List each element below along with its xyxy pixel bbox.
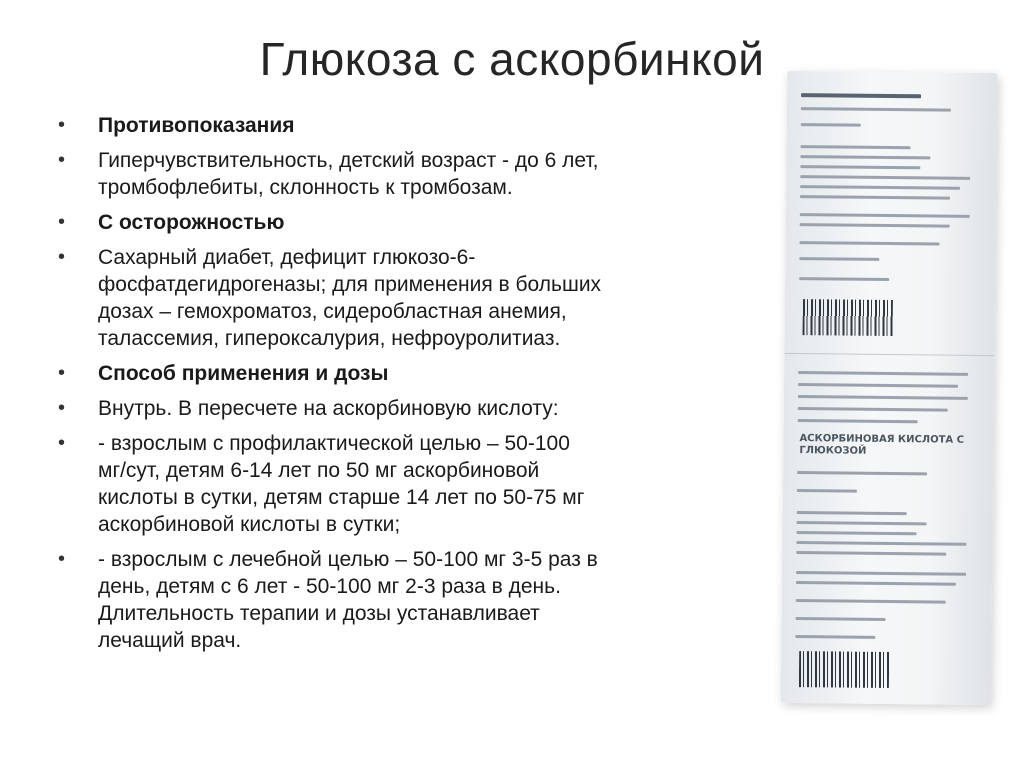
- bullet-dosage-intro: [58, 395, 738, 422]
- bullet-dot-icon: •: [58, 149, 66, 171]
- package-divider: [784, 353, 994, 356]
- bullet-text: С осторожностью: [98, 211, 285, 234]
- package-print-line: [800, 223, 950, 228]
- bullet-text: Способ применения и дозы: [98, 362, 389, 385]
- bullet-dot-icon: •: [58, 362, 66, 384]
- bullet-dot-icon: •: [58, 211, 66, 233]
- bullet-dosage-therapeutic: [58, 546, 738, 654]
- package-print-line: [796, 531, 916, 535]
- barcode-icon: [799, 651, 889, 688]
- package-print-line: [796, 581, 956, 586]
- package-print-line: [798, 395, 968, 400]
- barcode-icon: [803, 299, 893, 336]
- package-print-line: [800, 195, 950, 200]
- package-print-line: [799, 257, 879, 261]
- package-print-line: [800, 185, 960, 190]
- product-package-image: [781, 71, 998, 705]
- bullet-dot-icon: •: [58, 397, 66, 419]
- bullet-dot-icon: •: [58, 432, 66, 454]
- bullet-dosage-heading: [58, 360, 738, 387]
- package-print-line: [797, 471, 927, 475]
- package-print-line: [797, 489, 857, 493]
- bullet-dot-icon: •: [58, 548, 66, 570]
- package-print-line: [798, 407, 948, 412]
- bullet-text: - взрослым с профилактической целью – 50-100 мг/сут, детям 6-14 лет по 50 мг аскорбиновой кислоты в сутки, детям старше 14 лет по 50-75 мг аскорбиновой кислоты в сутки;: [98, 432, 585, 536]
- package-print-line: [801, 145, 911, 149]
- bullet-text: Противопоказания: [98, 114, 295, 137]
- package-print-line: [796, 571, 966, 576]
- package-print-line: [798, 371, 968, 376]
- package-label: АСКОРБИНОВАЯ КИСЛОТА С ГЛЮКОЗОЙ: [799, 433, 965, 457]
- package-print-line: [795, 635, 875, 639]
- package-print-line: [797, 511, 907, 515]
- package-print-line: [800, 241, 940, 245]
- package-print-line: [798, 419, 918, 423]
- package-print-line: [799, 277, 889, 281]
- bullet-dosage-prophylactic: [58, 430, 738, 538]
- package-print-line: [796, 541, 966, 546]
- bullet-contraindications-heading: [58, 112, 738, 139]
- package-print-line: [800, 175, 970, 180]
- package-print-line: [800, 155, 930, 159]
- package-print-line: [801, 93, 921, 98]
- bullet-text: Сахарный диабет, дефицит глюкозо-6- фосфатдегидрогеназы; для применения в больших дозах – гемохроматоз, сидеробластная анемия, талассемия, гипероксалурия, нефроуролитиаз.: [98, 246, 602, 350]
- bullet-list: [58, 112, 738, 662]
- package-print-line: [801, 123, 861, 127]
- bullet-caution: [58, 244, 738, 352]
- package-print-line: [796, 551, 946, 556]
- bullet-dot-icon: •: [58, 114, 66, 136]
- package-print-line: [796, 617, 886, 621]
- bullet-caution-heading: [58, 209, 738, 236]
- bullet-dot-icon: •: [58, 246, 66, 268]
- package-print-line: [796, 599, 946, 604]
- slide-title: Глюкоза с аскорбинкой: [259, 33, 765, 85]
- package-print-line: [798, 383, 958, 388]
- bullet-contraindications: [58, 147, 738, 201]
- package-print-line: [800, 213, 970, 218]
- bullet-text: Гиперчувствительность, детский возраст - до 6 лет, тромбофлебиты, склонность к тромбозам.: [98, 149, 599, 199]
- package-print-line: [801, 107, 951, 112]
- bullet-text: Внутрь. В пересчете на аскорбиновую кислоту:: [98, 397, 559, 420]
- package-print-line: [800, 165, 920, 169]
- package-print-line: [797, 521, 927, 525]
- bullet-text: - взрослым с лечебной целью – 50-100 мг 3-5 раз в день, детям с 6 лет - 50-100 мг 2-3 раза в день. Длительность терапии и дозы устанавливает лечащий врач.: [98, 548, 598, 652]
